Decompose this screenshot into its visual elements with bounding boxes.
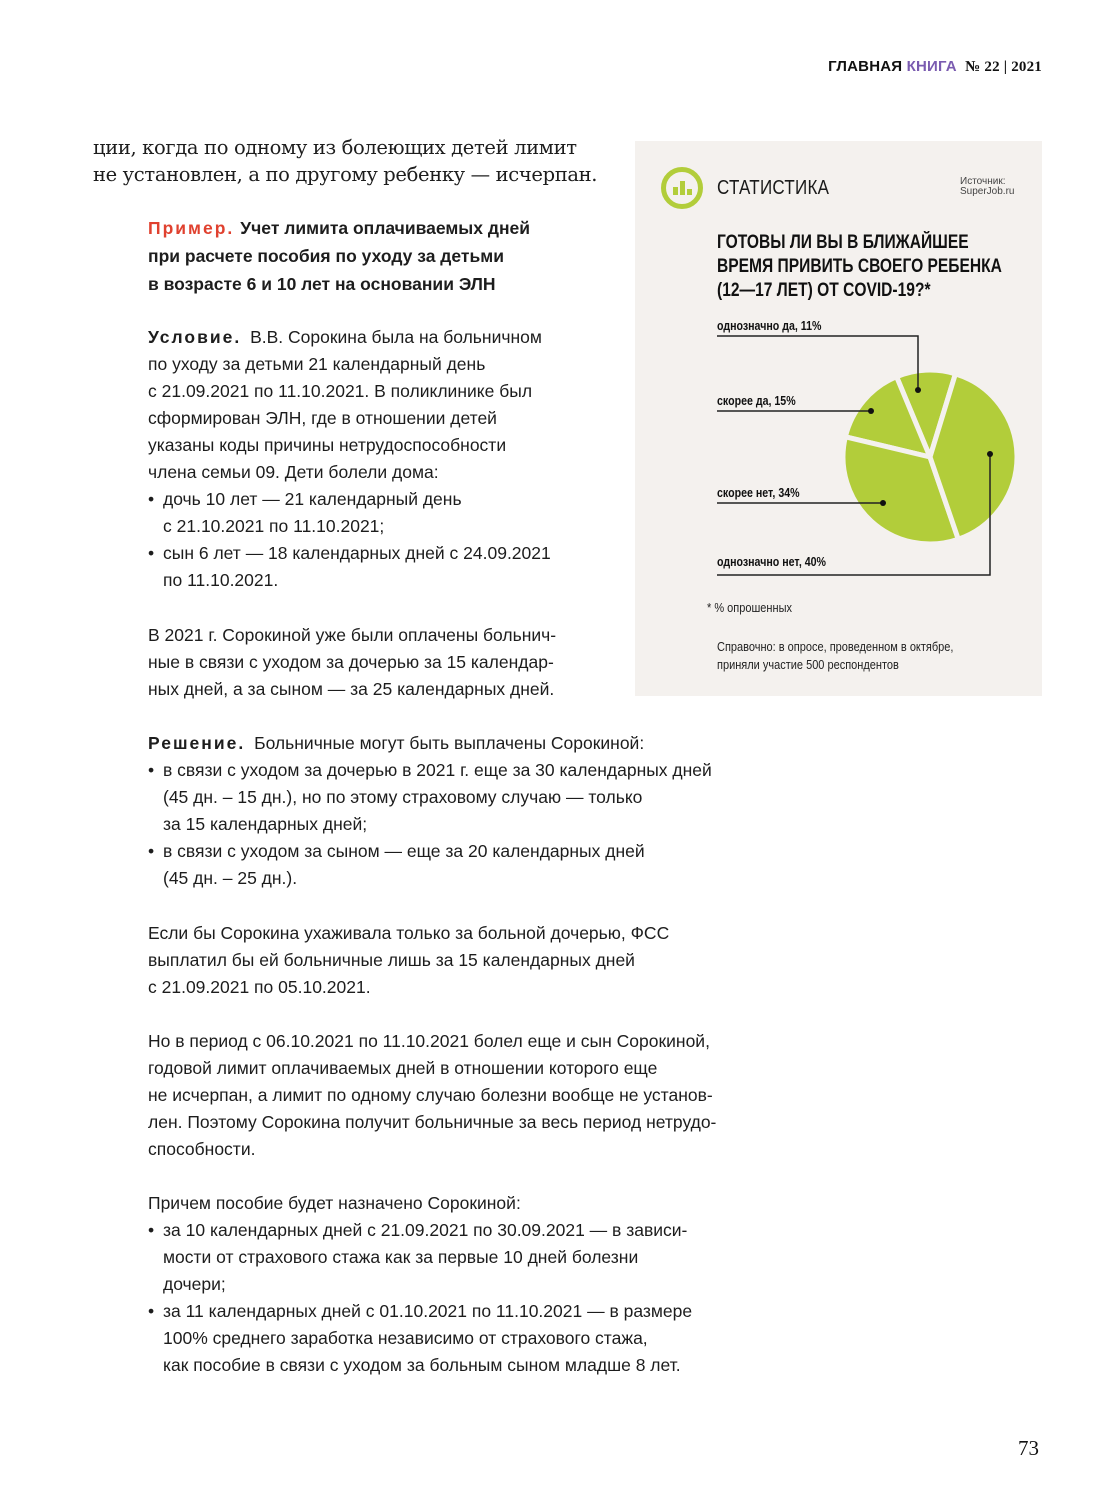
text-line: выплатил бы ей больничные лишь за 15 календарных дней: [148, 950, 635, 970]
reference-line: Справочно: в опросе, проведенном в октябре,: [717, 640, 954, 654]
pie-label: однозначно нет, 40%: [717, 555, 826, 569]
list-item: [148, 1298, 788, 1379]
lead-paragraph: [93, 134, 613, 188]
text-line: не исчерпан, а лимит по одному случаю болезни вообще не установ-: [148, 1085, 713, 1105]
text-line: члена семьи 09. Дети болели дома:: [148, 462, 439, 482]
text-line: • дочь 10 лет — 21 календарный день: [163, 489, 462, 509]
text-line: дочери;: [163, 1274, 226, 1294]
text-line: годовой лимит оплачиваемых дней в отношении которого еще: [148, 1058, 658, 1078]
question-line: ВРЕМЯ ПРИВИТЬ СВОЕГО РЕБЕНКА: [717, 256, 1002, 277]
text-line: (45 дн. – 25 дн.).: [163, 868, 298, 888]
brand-name-part2: КНИГА: [906, 58, 957, 75]
question-line: (12—17 ЛЕТ) ОТ COVID-19?*: [717, 280, 931, 301]
text-line: В.В. Сорокина была на больничном: [250, 327, 542, 347]
pie-chart: [635, 141, 1042, 696]
text-line: ции, когда по одному из болеющих детей лимит: [93, 136, 577, 159]
stats-title: СТАТИСТИКА: [717, 177, 830, 199]
list-item: [148, 838, 788, 892]
text-line: с 21.10.2021 по 11.10.2021;: [163, 516, 385, 536]
text-line: как пособие в связи с уходом за больным сыном младше 8 лет.: [163, 1355, 681, 1375]
text-line: 100% среднего заработка независимо от страхового стажа,: [163, 1328, 648, 1348]
text-line: • сын 6 лет — 18 календарных дней с 24.09.2021: [163, 543, 551, 563]
example-title-line: в возрасте 6 и 10 лет на основании ЭЛН: [148, 274, 496, 294]
text-line: с 21.09.2021 по 11.10.2021. В поликлинике был: [148, 381, 533, 401]
text-line: по уходу за детьми 21 календарный день: [148, 354, 486, 374]
pie-label: скорее да, 15%: [717, 394, 796, 408]
stats-footnote: * % опрошенных: [707, 601, 792, 615]
page-number: 73: [1018, 1436, 1039, 1460]
text-line: не установлен, а по другому ребенку — исчерпан.: [93, 163, 598, 186]
fss-paragraph: [148, 920, 788, 1001]
source-value: SuperJob.ru: [960, 186, 1015, 197]
example-title-line: Учет лимита оплачиваемых дней: [240, 218, 530, 238]
source-label: Источник:: [960, 176, 1006, 187]
list-item: [148, 1217, 788, 1298]
pie-label: скорее нет, 34%: [717, 486, 800, 500]
example-title-line: при расчете пособия по уходу за детьми: [148, 246, 504, 266]
text-line: лен. Поэтому Сорокина получит больничные за весь период нетрудо-: [148, 1112, 717, 1132]
example-label: Пример.: [148, 218, 235, 238]
text-line: указаны коды причины нетрудоспособности: [148, 435, 507, 455]
text-line: Если бы Сорокина ухаживала только за больной дочерью, ФСС: [148, 923, 670, 943]
text-line: с 21.09.2021 по 05.10.2021.: [148, 977, 371, 997]
statistics-box: [635, 141, 1042, 696]
reference-line: приняли участие 500 респондентов: [717, 658, 899, 672]
text-line: за 15 календарных дней;: [163, 814, 368, 834]
text-line: • за 10 календарных дней с 21.09.2021 по 30.09.2021 — в зависи-: [163, 1220, 688, 1240]
period-paragraph: [148, 1028, 788, 1163]
issue-number: № 22 | 2021: [965, 59, 1042, 75]
text-line: • в связи с уходом за сыном — еще за 20 календарных дней: [163, 841, 645, 861]
text-line: • в связи с уходом за дочерью в 2021 г. еще за 30 календарных дней: [163, 760, 712, 780]
brand-name-part1: ГЛАВНАЯ: [828, 58, 903, 75]
text-line: ных дней, а за сыном — за 25 календарных дней.: [148, 679, 555, 699]
solution-section: [148, 730, 788, 892]
pie-slices: [843, 370, 1017, 544]
stats-reference: [717, 638, 953, 674]
solution-label: Решение.: [148, 733, 246, 753]
running-header: [828, 58, 1042, 76]
text-line: В 2021 г. Сорокиной уже были оплачены больнич-: [148, 625, 557, 645]
text-line: по 11.10.2021.: [163, 570, 279, 590]
text-line: Но в период с 06.10.2021 по 11.10.2021 болел еще и сын Сорокиной,: [148, 1031, 710, 1051]
text-line: способности.: [148, 1139, 256, 1159]
benefit-section: [148, 1190, 788, 1379]
pie-label: однозначно да, 11%: [717, 319, 822, 333]
text-line: Больничные могут быть выплачены Сорокиной:: [254, 733, 645, 753]
text-line: ные в связи с уходом за дочерью за 15 календар-: [148, 652, 554, 672]
text-line: • за 11 календарных дней с 01.10.2021 по 11.10.2021 — в размере: [163, 1301, 693, 1321]
list-item: [148, 757, 788, 838]
condition-label: Условие.: [148, 327, 242, 347]
question-line: ГОТОВЫ ЛИ ВЫ В БЛИЖАЙШЕЕ: [717, 232, 969, 253]
text-line: мости от страхового стажа как за первые 10 дней болезни: [163, 1247, 639, 1267]
text-line: Причем пособие будет назначено Сорокиной:: [148, 1193, 521, 1213]
text-line: сформирован ЭЛН, где в отношении детей: [148, 408, 497, 428]
text-line: (45 дн. – 15 дн.), но по этому страховому случаю — только: [163, 787, 643, 807]
